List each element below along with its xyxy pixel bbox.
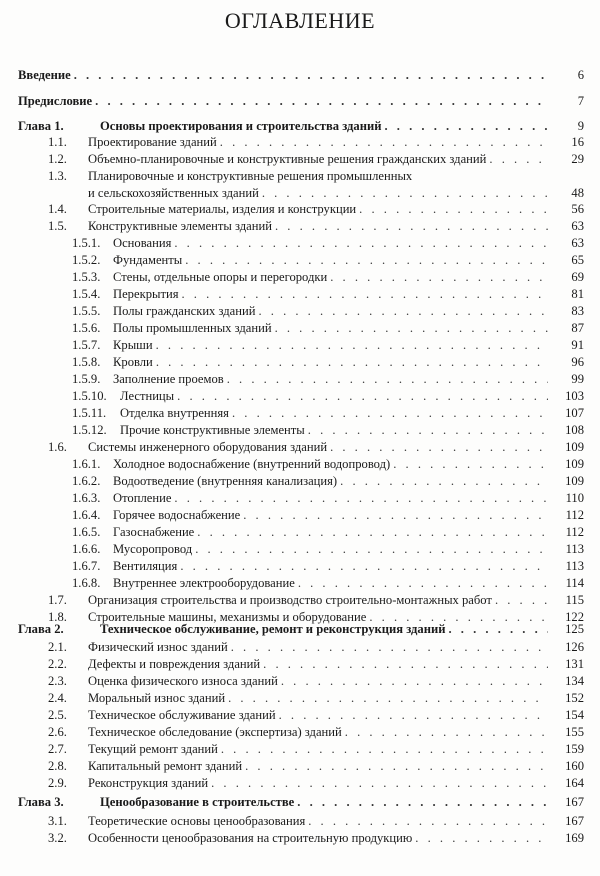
toc-entry: [0, 558, 600, 575]
dot-leader: [449, 621, 549, 638]
page-number: 131: [565, 657, 584, 671]
entry-title-continued: и сельскохозяйственных зданий: [88, 186, 259, 200]
page-number: 109: [565, 474, 584, 488]
chapter-number: Глава 3.: [18, 795, 64, 809]
page-number: 122: [565, 610, 584, 624]
entry-title: Техническое обслуживание, ремонт и реконструкция зданий: [100, 622, 446, 636]
toc-entry: [0, 67, 600, 84]
subsection-number: 1.6.6.: [72, 542, 101, 556]
page-number: 69: [571, 270, 584, 284]
page-number: 16: [571, 135, 584, 149]
subsection-number: 1.5.12.: [72, 423, 107, 437]
page-number: 63: [571, 236, 584, 250]
section-number: 2.6.: [48, 725, 67, 739]
toc-entry: [0, 371, 600, 388]
page-number: 126: [565, 640, 584, 654]
dot-leader: [330, 269, 548, 286]
subsection-number: 1.5.11.: [72, 406, 107, 420]
toc-entry: [0, 639, 600, 656]
entry-title: Техническое обслуживание зданий: [88, 708, 276, 722]
toc-entry: [0, 592, 600, 609]
entry-title: Текущий ремонт зданий: [88, 742, 218, 756]
dot-leader: [243, 507, 548, 524]
section-number: 2.9.: [48, 776, 67, 790]
dot-leader: [228, 690, 548, 707]
page-number: 108: [565, 423, 584, 437]
section-number: 1.2.: [48, 152, 67, 166]
page-number: 109: [565, 440, 584, 454]
dot-leader: [308, 422, 548, 439]
dot-leader: [489, 151, 548, 168]
entry-title: Техническое обследование (экспертиза) зданий: [88, 725, 342, 739]
dot-leader: [220, 134, 548, 151]
page-number: 167: [565, 814, 584, 828]
subsection-number: 1.6.4.: [72, 508, 101, 522]
section-number: 2.5.: [48, 708, 67, 722]
toc-entry: [0, 201, 600, 218]
entry-title: Проектирование зданий: [88, 135, 217, 149]
page-number: 155: [565, 725, 584, 739]
toc-entry: [0, 303, 600, 320]
toc-entry: [0, 813, 600, 830]
dot-leader: [415, 830, 548, 847]
page-number: 112: [565, 508, 584, 522]
entry-title: Реконструкция зданий: [88, 776, 209, 790]
toc-entry: [0, 775, 600, 792]
entry-title: Дефекты и повреждения зданий: [88, 657, 261, 671]
section-number: 2.1.: [48, 640, 67, 654]
toc-entry: [0, 439, 600, 456]
entry-title: Отделка внутренняя: [120, 406, 229, 420]
page-title: ОГЛАВЛЕНИЕ: [224, 8, 376, 33]
chapter-number: Глава 1.: [18, 119, 64, 133]
page-number: 65: [571, 253, 584, 267]
page-number: 63: [571, 219, 584, 233]
dot-leader: [281, 673, 548, 690]
toc-entry: [0, 337, 600, 354]
page-number: 99: [571, 372, 584, 386]
toc-entry: [0, 830, 600, 847]
entry-title: Полы промышленных зданий: [113, 321, 272, 335]
page-number: 81: [571, 287, 584, 301]
dot-leader: [279, 707, 548, 724]
entry-title: Ценообразование в строительстве: [100, 795, 295, 809]
dot-leader: [231, 639, 548, 656]
page-number: 169: [565, 831, 584, 845]
section-number: 1.8.: [48, 610, 67, 624]
toc-entry: [0, 794, 600, 811]
entry-title: Теоретические основы ценообразования: [88, 814, 306, 828]
subsection-number: 1.6.7.: [72, 559, 101, 573]
page-number: 113: [565, 559, 584, 573]
entry-title: Строительные материалы, изделия и конструкции: [88, 202, 357, 216]
dot-leader: [156, 337, 548, 354]
dot-leader: [197, 524, 548, 541]
section-number: 3.1.: [48, 814, 67, 828]
dot-leader: [495, 592, 548, 609]
toc-entry: [0, 405, 600, 422]
dot-leader: [245, 758, 548, 775]
toc-entry-continuation: [0, 185, 600, 202]
section-number: 1.3.: [48, 169, 67, 183]
dot-leader: [393, 456, 548, 473]
entry-title: Системы инженерного оборудования зданий: [88, 440, 328, 454]
page-number: 160: [565, 759, 584, 773]
section-number: 3.2.: [48, 831, 67, 845]
dot-leader: [95, 93, 548, 110]
page-number: 152: [565, 691, 584, 705]
dot-leader: [174, 235, 548, 252]
page-number: 29: [571, 152, 584, 166]
toc-entry: [0, 541, 600, 558]
subsection-number: 1.6.5.: [72, 525, 101, 539]
section-number: 1.7.: [48, 593, 67, 607]
entry-title: Кровли: [113, 355, 153, 369]
entry-title: Моральный износ зданий: [88, 691, 226, 705]
entry-title: Газоснабжение: [113, 525, 195, 539]
page-number: 164: [565, 776, 584, 790]
dot-leader: [177, 388, 548, 405]
toc-entry: [0, 118, 600, 135]
page-number: 109: [565, 457, 584, 471]
dot-leader: [345, 724, 548, 741]
page-number: 154: [565, 708, 584, 722]
toc-entry: [0, 473, 600, 490]
entry-title: Капитальный ремонт зданий: [88, 759, 243, 773]
entry-title: Особенности ценообразования на строительную продукцию: [88, 831, 413, 845]
page-number: 103: [565, 389, 584, 403]
dot-leader: [174, 490, 548, 507]
page-number: 112: [565, 525, 584, 539]
entry-title: Организация строительства и производство строительно-монтажных работ: [88, 593, 492, 607]
page-number: 91: [571, 338, 584, 352]
toc-entry: [0, 151, 600, 168]
subsection-number: 1.5.4.: [72, 287, 101, 301]
dot-leader: [298, 575, 548, 592]
page-number: 134: [565, 674, 584, 688]
entry-title: Прочие конструктивные элементы: [120, 423, 305, 437]
page-number: 7: [577, 94, 584, 108]
entry-title: Отопление: [113, 491, 172, 505]
entry-title: Мусоропровод: [113, 542, 193, 556]
entry-title: Внутреннее электрооборудование: [113, 576, 295, 590]
dot-leader: [275, 320, 548, 337]
dot-leader: [308, 813, 548, 830]
toc-entry: [0, 690, 600, 707]
toc-entry: [0, 490, 600, 507]
page-number: 56: [571, 202, 584, 216]
entry-title: Заполнение проемов: [113, 372, 224, 386]
toc-entry: [0, 93, 600, 110]
subsection-number: 1.5.6.: [72, 321, 101, 335]
entry-title: Физический износ зданий: [88, 640, 228, 654]
page-number: 107: [565, 406, 584, 420]
section-number: 2.4.: [48, 691, 67, 705]
entry-title: Планировочные и конструктивные решения промышленных: [88, 169, 413, 183]
toc-entry: [0, 388, 600, 405]
subsection-number: 1.5.3.: [72, 270, 101, 284]
toc-entry: [0, 673, 600, 690]
chapter-number: Глава 2.: [18, 622, 64, 636]
toc-entry: [0, 320, 600, 337]
dot-leader: [262, 185, 548, 202]
dot-leader: [359, 201, 548, 218]
toc-entry: [0, 758, 600, 775]
dot-leader: [232, 405, 548, 422]
page-number: 115: [565, 593, 584, 607]
entry-title: Горячее водоснабжение: [113, 508, 241, 522]
entry-title: Объемно-планировочные и конструктивные решения гражданских зданий: [88, 152, 487, 166]
subsection-number: 1.5.2.: [72, 253, 101, 267]
dot-leader: [275, 218, 548, 235]
section-number: 2.3.: [48, 674, 67, 688]
entry-title: Крыши: [113, 338, 153, 352]
page-number: 159: [565, 742, 584, 756]
subsection-number: 1.5.7.: [72, 338, 101, 352]
toc-entry: [0, 218, 600, 235]
section-number: 2.7.: [48, 742, 67, 756]
entry-title: Строительные машины, механизмы и оборудование: [88, 610, 367, 624]
entry-title: Полы гражданских зданий: [113, 304, 256, 318]
dot-leader: [263, 656, 548, 673]
dot-leader: [221, 741, 548, 758]
subsection-number: 1.6.8.: [72, 576, 101, 590]
page-number: 48: [571, 186, 584, 200]
section-number: 1.6.: [48, 440, 67, 454]
dot-leader: [258, 303, 548, 320]
toc-entry: [0, 575, 600, 592]
dot-leader: [211, 775, 548, 792]
page-number: 83: [571, 304, 584, 318]
page-number: 167: [565, 795, 584, 809]
section-number: 1.5.: [48, 219, 67, 233]
section-number: 2.8.: [48, 759, 67, 773]
subsection-number: 1.5.10.: [72, 389, 107, 403]
subsection-number: 1.5.1.: [72, 236, 101, 250]
toc-entry: [0, 354, 600, 371]
dot-leader: [185, 252, 548, 269]
dot-leader: [227, 371, 548, 388]
subsection-number: 1.5.5.: [72, 304, 101, 318]
entry-title: Водоотведение (внутренняя канализация): [113, 474, 338, 488]
toc-entry: [0, 724, 600, 741]
entry-title: Перекрытия: [113, 287, 179, 301]
page-number: 6: [577, 68, 584, 82]
page-number: 110: [565, 491, 584, 505]
toc-entry: [0, 286, 600, 303]
toc-entry: [0, 741, 600, 758]
dot-leader: [195, 541, 548, 558]
toc-entry: [0, 707, 600, 724]
subsection-number: 1.6.3.: [72, 491, 101, 505]
page-number: 9: [577, 119, 584, 133]
section-number: 2.2.: [48, 657, 67, 671]
dot-leader: [156, 354, 548, 371]
page-number: 113: [565, 542, 584, 556]
toc-entry: [0, 252, 600, 269]
subsection-number: 1.5.9.: [72, 372, 101, 386]
entry-title: Холодное водоснабжение (внутренний водопровод): [113, 457, 391, 471]
page-number: 87: [571, 321, 584, 335]
page-number: 114: [565, 576, 584, 590]
entry-title: Основы проектирования и строительства зданий: [100, 119, 382, 133]
toc-entry: [0, 656, 600, 673]
toc-entry: [0, 524, 600, 541]
dot-leader: [181, 286, 548, 303]
toc-entry: [0, 456, 600, 473]
entry-title: Предисловие: [18, 94, 93, 108]
dot-leader: [340, 473, 548, 490]
toc-entry: [0, 269, 600, 286]
dot-leader: [330, 439, 548, 456]
entry-title: Основания: [113, 236, 172, 250]
dot-leader: [74, 67, 548, 84]
entry-title: Конструктивные элементы зданий: [88, 219, 272, 233]
page-number: 125: [565, 622, 584, 636]
section-number: 1.4.: [48, 202, 67, 216]
entry-title: Лестницы: [120, 389, 175, 403]
entry-title: Оценка физического износа зданий: [88, 674, 278, 688]
entry-title: Стены, отдельные опоры и перегородки: [113, 270, 328, 284]
dot-leader: [297, 794, 548, 811]
entry-title: Фундаменты: [113, 253, 183, 267]
toc-entry: [0, 507, 600, 524]
page-number: 96: [571, 355, 584, 369]
subsection-number: 1.6.1.: [72, 457, 101, 471]
subsection-number: 1.5.8.: [72, 355, 101, 369]
entry-title: Вентиляция: [113, 559, 178, 573]
toc-entry: [0, 621, 600, 638]
entry-title: Введение: [18, 68, 71, 82]
dot-leader: [385, 118, 549, 135]
toc-entry: [0, 422, 600, 439]
subsection-number: 1.6.2.: [72, 474, 101, 488]
toc-entry: [0, 134, 600, 151]
section-number: 1.1.: [48, 135, 67, 149]
dot-leader: [180, 558, 548, 575]
toc-entry: [0, 168, 600, 185]
toc-entry: [0, 235, 600, 252]
